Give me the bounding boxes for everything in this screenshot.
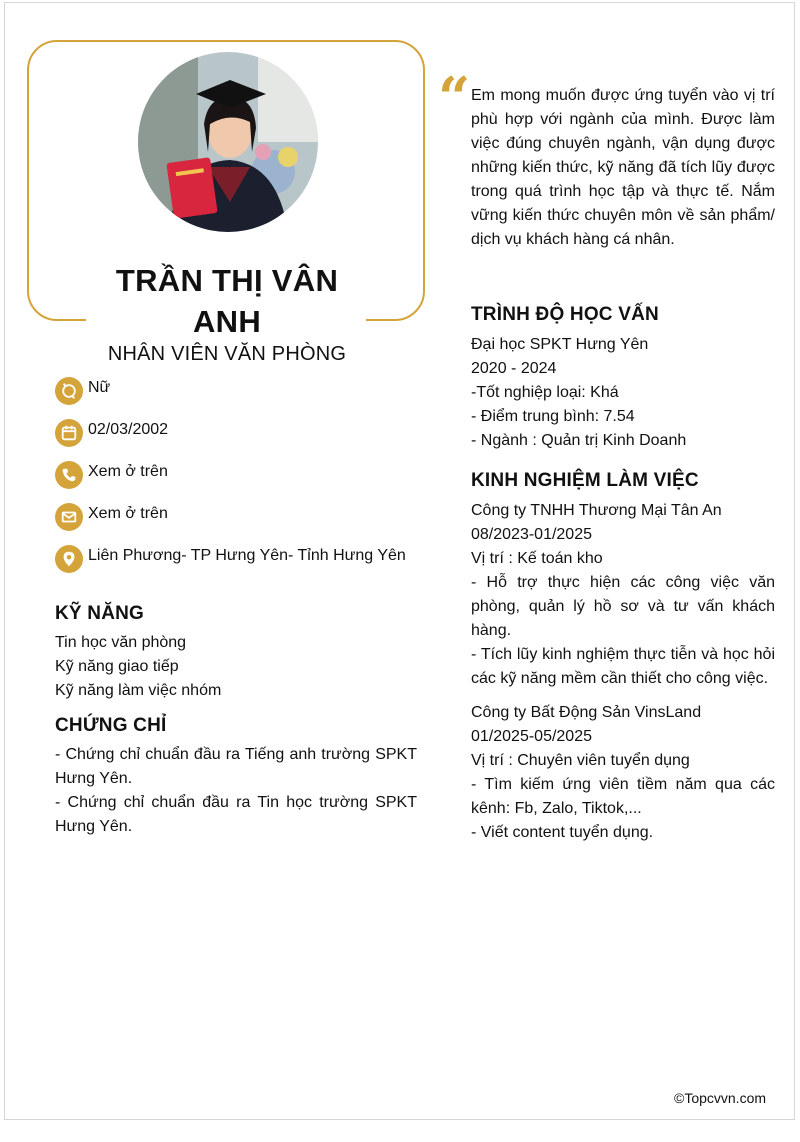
certificate-item: - Chứng chỉ chuẩn đầu ra Tiếng anh trường SPKT Hưng Yên. [55, 746, 417, 787]
phone-value: Xem ở trên [88, 463, 168, 480]
career-objective: Em mong muốn được ứng tuyển vào vị trí phù hợp với ngành của mình. Được làm việc đúng chuyên ngành, vận dụng được những kiến thức, kỹ năng đã tích lũy được trong quá trình học tập và thực tế. Nắm vững kiến thức chuyên môn về sản phẩm/ dịch vụ khách hàng cá nhân. [471, 87, 775, 248]
contact-phone [55, 461, 425, 489]
avatar [138, 52, 318, 232]
phone-icon [55, 461, 83, 489]
skill-item: Kỹ năng làm việc nhóm [55, 682, 222, 699]
job-title: NHÂN VIÊN VĂN PHÒNG [107, 343, 347, 365]
certificate-item: - Chứng chỉ chuẩn đầu ra Tin học trường SPKT Hưng Yên. [55, 794, 417, 835]
certificates-heading: CHỨNG CHỈ [55, 715, 167, 736]
job-position: Vị trí : Kế toán kho [471, 550, 603, 567]
address-value: Liên Phương- TP Hưng Yên- Tỉnh Hưng Yên [88, 547, 406, 564]
name-line-2: ANH [192, 304, 262, 339]
experience-job-1 [471, 499, 775, 691]
calendar-icon [55, 419, 83, 447]
job-duty: - Tìm kiếm ứng viên tiềm năm qua các kênh: Fb, Zalo, Tiktok,... [471, 776, 775, 817]
job-company: Công ty Bất Động Sản VinsLand [471, 704, 702, 721]
education-line: - Ngành : Quản trị Kinh Doanh [471, 432, 687, 449]
email-icon [55, 503, 83, 531]
email-value: Xem ở trên [88, 505, 168, 522]
skills-list [55, 631, 221, 703]
skills-heading: KỸ NĂNG [55, 603, 145, 624]
contact-email [55, 503, 425, 531]
job-period: 01/2025-05/2025 [471, 728, 592, 745]
contact-gender [55, 377, 425, 405]
education-line: -Tốt nghiệp loại: Khá [471, 384, 619, 401]
gender-icon [55, 377, 83, 405]
education-school: Đại học SPKT Hưng Yên [471, 336, 649, 353]
education-details [471, 333, 686, 453]
gender-value: Nữ [88, 379, 111, 396]
experience-heading: KINH NGHIỆM LÀM VIỆC [471, 470, 699, 491]
quote-icon: “ [438, 65, 471, 131]
education-line: - Điểm trung bình: 7.54 [471, 408, 635, 425]
job-company: Công ty TNHH Thương Mại Tân An [471, 502, 722, 519]
job-period: 08/2023-01/2025 [471, 526, 592, 543]
certificates-list [55, 743, 417, 839]
name-line-1: TRẦN THỊ VÂN [115, 263, 339, 298]
skill-item: Kỹ năng giao tiếp [55, 658, 179, 675]
footer-watermark: ©Topcvvn.com [674, 1090, 767, 1106]
experience-job-2 [471, 701, 775, 845]
skill-item: Tin học văn phòng [55, 634, 187, 651]
candidate-name [86, 260, 368, 342]
contact-address [55, 545, 425, 573]
job-duty: - Hỗ trợ thực hiện các công việc văn phòng, quản lý hồ sơ và tư vấn khách hàng. [471, 574, 775, 639]
location-pin-icon [55, 545, 83, 573]
job-position: Vị trí : Chuyên viên tuyển dụng [471, 752, 690, 769]
job-duty: - Tích lũy kinh nghiệm thực tiễn và học hỏi các kỹ năng mềm cần thiết cho công việc. [471, 646, 775, 687]
job-duty: - Viết content tuyển dụng. [471, 824, 654, 841]
birthday-value: 02/03/2002 [88, 421, 169, 438]
education-heading: TRÌNH ĐỘ HỌC VẤN [471, 304, 659, 325]
contact-birthday [55, 419, 425, 447]
education-period: 2020 - 2024 [471, 360, 557, 377]
